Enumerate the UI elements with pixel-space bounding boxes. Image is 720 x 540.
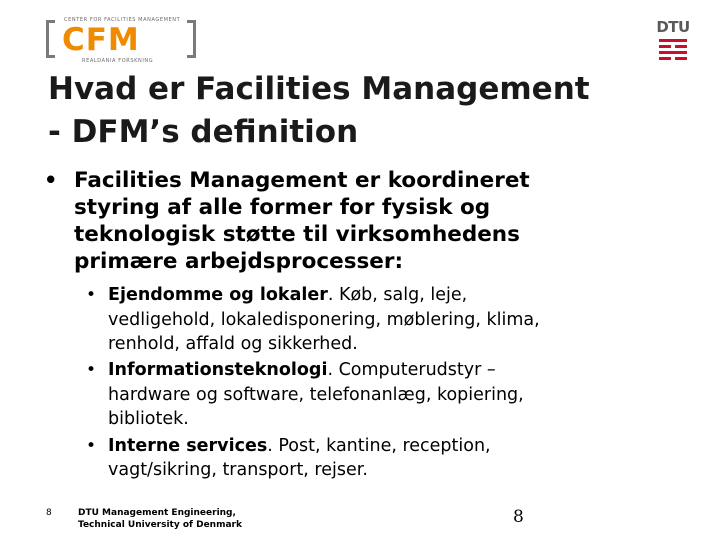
sub-bullet-dot: • [86, 436, 97, 456]
logo-bracket-left [46, 20, 55, 58]
main-bullet-line-3: teknologisk støtte til virksomhedens [74, 222, 520, 247]
main-bullet-line-2: styring af alle former for fysisk og [74, 195, 491, 220]
sub-bullet-2-line-1 [108, 360, 496, 381]
sub-bullet-text: . Post, kantine, reception, [267, 436, 491, 456]
sub-bullet-heading: Informationsteknologi [108, 360, 328, 380]
dtu-logo-bar [659, 45, 671, 48]
sub-bullet-heading: Interne services [108, 436, 268, 456]
main-bullet-dot: • [44, 168, 58, 192]
sub-bullet-text: . Computerudstyr – [327, 360, 496, 380]
dtu-logo-bar [659, 57, 671, 60]
sub-bullet-2-line-2: hardware og software, telefonanlæg, kopiering, [108, 385, 524, 405]
cfm-logo-text: CFM [62, 22, 140, 58]
dtu-logo-bar [675, 57, 687, 60]
sub-bullet-heading: Ejendomme og lokaler [108, 285, 328, 305]
sub-bullet-1-line-1 [108, 285, 467, 306]
sub-bullet-2-line-3: bibliotek. [108, 409, 189, 429]
cfm-logo [46, 14, 196, 66]
sub-bullet-1-line-2: vedligehold, lokaledisponering, møblering, klima, [108, 310, 540, 330]
slide-title-line-1: Hvad er Facilities Management [48, 71, 590, 107]
dtu-logo-bar [659, 39, 687, 42]
dtu-logo-text: DTU [656, 18, 690, 36]
sub-bullet-1-line-3: renhold, affald og sikkerhed. [108, 334, 358, 354]
sub-bullet-dot: • [86, 285, 97, 305]
footer-page-number: 8 [513, 507, 524, 527]
main-bullet-line-4: primære arbejdsprocesser: [74, 249, 404, 274]
sub-bullet-dot: • [86, 360, 97, 380]
footer-organization-line-2: Technical University of Denmark [78, 520, 242, 530]
sub-bullet-3-line-2: vagt/sikring, transport, rejser. [108, 460, 368, 480]
main-bullet-line-1: Facilities Management er koordineret [74, 168, 530, 193]
dtu-logo [656, 18, 690, 68]
dtu-logo-bar [659, 51, 687, 54]
footer-organization-line-1: DTU Management Engineering, [78, 508, 236, 518]
cfm-logo-top-text: CENTER FOR FACILITIES MANAGEMENT [64, 17, 181, 23]
sub-bullet-text: . Køb, salg, leje, [327, 285, 468, 305]
dtu-logo-bar [675, 45, 687, 48]
cfm-logo-bottom-text: REALDANIA FORSKNING [82, 58, 154, 64]
slide-title-line-2: - DFM’s definition [48, 114, 359, 150]
footer-slide-number: 8 [46, 508, 52, 518]
logo-bracket-right [187, 20, 196, 58]
sub-bullet-3-line-1 [108, 436, 491, 457]
